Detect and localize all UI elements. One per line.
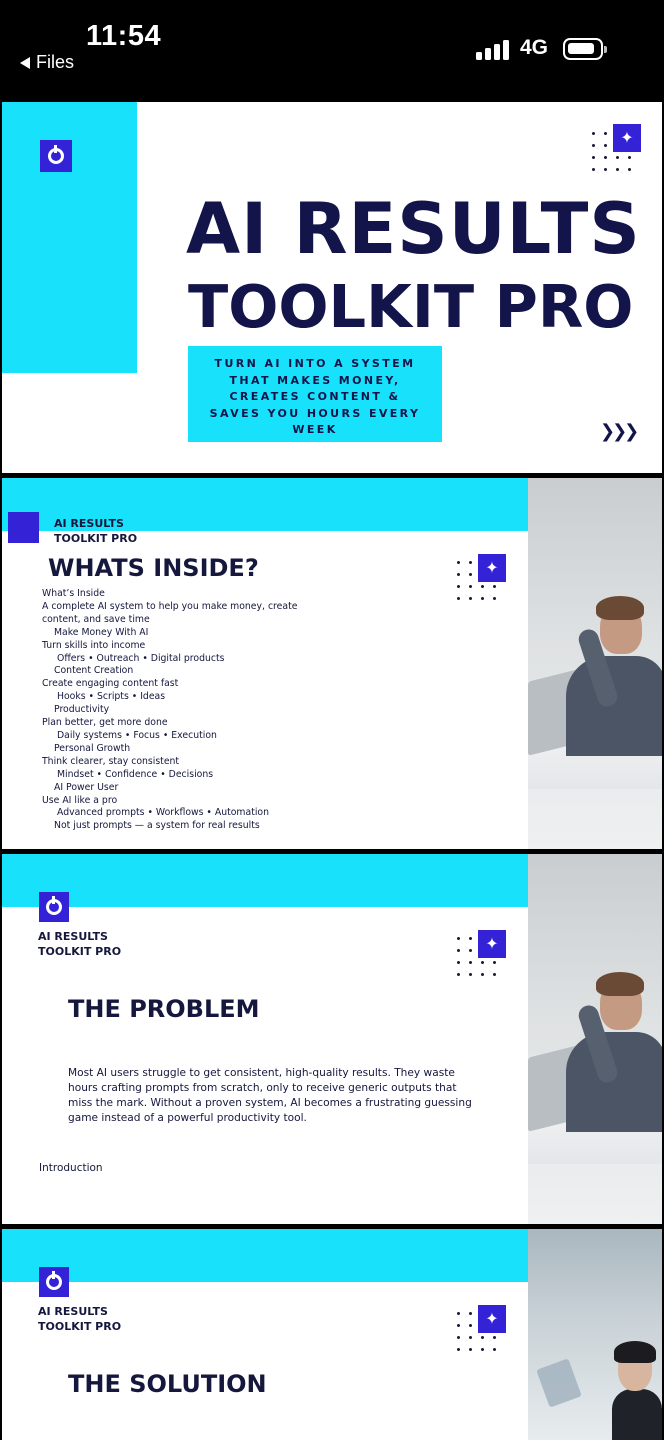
contents-list-item: content, and save time xyxy=(42,613,150,625)
sparkle-icon: ✦ xyxy=(478,930,506,958)
contents-list-item: Productivity xyxy=(54,704,110,716)
slide-title: THE SOLUTION xyxy=(68,1370,267,1398)
cyan-header-band xyxy=(2,1229,528,1282)
contents-list-item: Plan better, get more done xyxy=(42,717,168,729)
paragraph-line: game instead of a powerful productivity tool. xyxy=(68,1112,307,1124)
contents-list-item: Advanced prompts • Workflows • Automation xyxy=(57,807,269,819)
paragraph-line: hours crafting prompts from scratch, only to receive generic outputs that xyxy=(68,1082,457,1094)
contents-list-item: A complete AI system to help you make money, create xyxy=(42,600,298,612)
brand-line2: TOOLKIT PRO xyxy=(54,532,138,545)
contents-list-item: Make Money With AI xyxy=(54,626,149,638)
contents-list-item: What’s Inside xyxy=(42,588,105,599)
back-label: Files xyxy=(36,52,75,72)
sparkle-icon: ✦ xyxy=(613,124,641,152)
paragraph-line: Most AI users struggle to get consistent, high-quality results. They waste xyxy=(68,1067,455,1079)
problem-paragraph xyxy=(68,1066,498,1126)
battery-icon xyxy=(563,38,603,60)
brand-line2: TOOLKIT PRO xyxy=(38,1320,122,1333)
contents-list-item: Offers • Outreach • Digital products xyxy=(57,652,225,664)
status-time: 11:54 xyxy=(86,20,162,52)
status-bar xyxy=(0,0,664,100)
network-type: 4G xyxy=(520,36,549,59)
cyan-header-band xyxy=(2,854,528,907)
section-footer-label: Introduction xyxy=(39,1162,103,1174)
contents-list-item: Create engaging content fast xyxy=(42,678,179,690)
subtitle-line: WEEK xyxy=(292,423,338,436)
contents-list xyxy=(42,588,297,833)
contents-list-item: Personal Growth xyxy=(54,742,131,754)
power-logo-icon xyxy=(39,892,69,922)
contents-list-item: Turn skills into income xyxy=(42,639,146,651)
cellular-signal-icon xyxy=(476,38,509,60)
brand-label xyxy=(54,516,137,546)
contents-list-item: Daily systems • Focus • Execution xyxy=(57,729,217,741)
slide-title: WHATS INSIDE? xyxy=(48,554,259,582)
contents-list-item: Hooks • Scripts • Ideas xyxy=(57,691,166,703)
slide-4-the-solution[interactable] xyxy=(2,1229,662,1440)
power-logo-icon xyxy=(39,1267,69,1297)
contents-list-item: Think clearer, stay consistent xyxy=(42,755,180,767)
contents-list-item: Use AI like a pro xyxy=(42,794,118,806)
contents-list-item: Not just prompts — a system for real results xyxy=(54,820,260,832)
contents-list-item: AI Power User xyxy=(54,781,119,793)
stressed-man-photo xyxy=(528,478,662,849)
paragraph-line: miss the mark. Without a proven system, AI becomes a frustrating guessing xyxy=(68,1097,472,1109)
subtitle-line: CREATES CONTENT & xyxy=(229,390,401,403)
subtitle-line: SAVES YOU HOURS EVERY xyxy=(209,406,421,420)
stressed-man-photo xyxy=(528,854,662,1224)
brand-line1: AI RESULTS xyxy=(38,930,108,943)
subtitle-line: TURN AI INTO A SYSTEM xyxy=(214,357,416,370)
brand-label xyxy=(38,1304,121,1334)
contents-list-item: Mindset • Confidence • Decisions xyxy=(57,768,214,780)
cover-title-line1: AI RESULTS xyxy=(186,188,641,270)
subtitle-line: THAT MAKES MONEY, xyxy=(229,373,401,387)
slide-title: THE PROBLEM xyxy=(68,995,260,1023)
slide-2-whats-inside[interactable] xyxy=(2,478,662,849)
brand-label xyxy=(38,929,121,959)
cover-title-line2: TOOLKIT PRO xyxy=(188,272,634,341)
triple-chevron-right-icon: ❯❯❯ xyxy=(600,421,637,441)
brand-line2: TOOLKIT PRO xyxy=(38,945,122,958)
brand-line1: AI RESULTS xyxy=(38,1305,108,1318)
contents-list-item: Content Creation xyxy=(54,665,134,677)
slide-3-the-problem[interactable] xyxy=(2,854,662,1224)
brand-line1: AI RESULTS xyxy=(54,517,124,530)
sparkle-icon: ✦ xyxy=(478,1305,506,1333)
back-arrow-icon xyxy=(20,57,30,69)
woman-with-hologram-photo xyxy=(528,1229,662,1440)
cover-subtitle-box xyxy=(188,346,442,442)
back-to-files-button[interactable] xyxy=(20,52,74,73)
power-logo-icon xyxy=(40,140,72,172)
slide-1-cover[interactable] xyxy=(2,102,662,473)
sparkle-icon: ✦ xyxy=(478,554,506,582)
purple-square-decoration xyxy=(8,512,39,543)
